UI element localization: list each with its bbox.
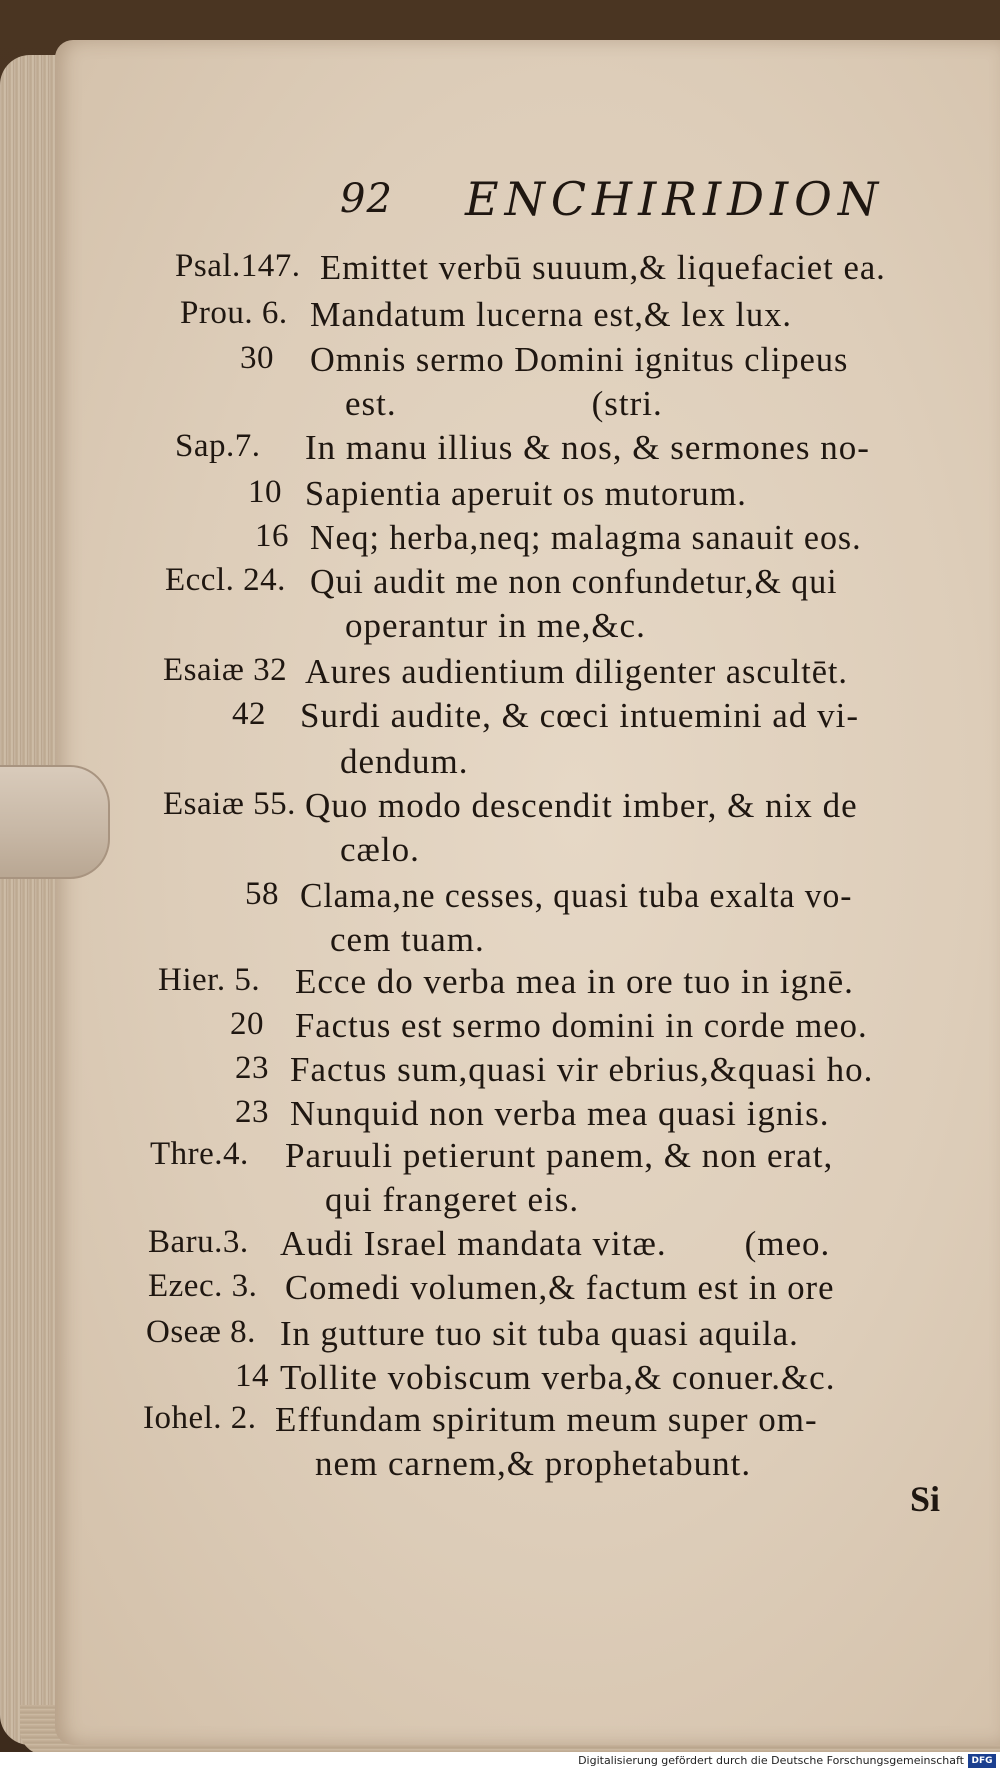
scripture-reference: 10: [248, 474, 282, 510]
scripture-text: Effundam spiritum meum super om-: [275, 1400, 818, 1439]
footer-credit: Digitalisierung gefördert durch die Deutsche Forschungsgemeinschaft: [578, 1754, 964, 1767]
scripture-reference: 20: [230, 1006, 264, 1042]
scripture-entry: [0, 1136, 1000, 1180]
scripture-entry: [0, 876, 1000, 920]
scripture-entry: [0, 1268, 1000, 1312]
scripture-text: qui frangeret eis.: [325, 1180, 580, 1219]
scripture-reference: Thre.4.: [150, 1136, 249, 1172]
scripture-reference: Psal.147.: [175, 248, 301, 284]
scripture-reference: 14: [235, 1358, 269, 1394]
scripture-reference: Hier. 5.: [158, 962, 261, 998]
scripture-entry: [0, 1006, 1000, 1050]
scripture-text: Qui audit me non confundetur,& qui: [310, 562, 838, 601]
scripture-entry: [0, 1444, 1000, 1488]
scripture-entry: [0, 606, 1000, 650]
scripture-text: cælo.: [340, 830, 420, 869]
scripture-entry: [0, 474, 1000, 518]
scripture-entry: [0, 830, 1000, 874]
scripture-text: Sapientia aperuit os mutorum.: [305, 474, 747, 513]
scripture-reference: Esaiæ 32: [163, 652, 288, 688]
scripture-text: dendum.: [340, 742, 469, 781]
scripture-entry: [0, 1400, 1000, 1444]
scripture-text: Ecce do verba mea in ore tuo in ignē.: [295, 962, 854, 1001]
scripture-entry: [0, 962, 1000, 1006]
scripture-entry: [0, 518, 1000, 562]
scripture-text: Quo modo descendit imber, & nix de: [305, 786, 858, 825]
scripture-text: nem carnem,& prophetabunt.: [315, 1444, 752, 1483]
page-title: ENCHIRIDION: [465, 172, 885, 226]
scripture-text: In gutture tuo sit tuba quasi aquila.: [280, 1314, 799, 1353]
scripture-entry: [0, 696, 1000, 740]
scripture-entry: [0, 1180, 1000, 1224]
scripture-reference: Sap.7.: [175, 428, 261, 464]
scripture-text: Clama,ne cesses, quasi tuba exalta vo-: [300, 876, 853, 915]
scripture-entry: [0, 428, 1000, 472]
scripture-entry: [0, 248, 1000, 292]
scripture-entry: [0, 1224, 1000, 1268]
scripture-reference: 42: [232, 696, 266, 732]
scripture-entry: [0, 562, 1000, 606]
scripture-text: Tollite vobiscum verba,& conuer.&c.: [280, 1358, 836, 1397]
scripture-reference: 23: [235, 1094, 269, 1130]
scripture-reference: Baru.3.: [148, 1224, 249, 1260]
scripture-text: Omnis sermo Domini ignitus clipeus: [310, 340, 849, 379]
scripture-entry: [0, 786, 1000, 830]
scripture-entry: [0, 1358, 1000, 1402]
scripture-text: Comedi volumen,& factum est in ore: [285, 1268, 835, 1307]
scripture-text: operantur in me,&c.: [345, 606, 646, 645]
scripture-entry: [0, 384, 1000, 428]
scripture-text: Paruuli petierunt panem, & non erat,: [285, 1136, 834, 1175]
scripture-entry: [0, 742, 1000, 786]
scripture-text: In manu illius & nos, & sermones no-: [305, 428, 870, 467]
scripture-reference: Oseæ 8.: [146, 1314, 256, 1350]
dfg-logo: DFG: [968, 1754, 996, 1768]
scripture-entry: [0, 1314, 1000, 1358]
scripture-text: Factus sum,quasi vir ebrius,&quasi ho.: [290, 1050, 874, 1089]
scripture-text: Emittet verbū suuum,& liquefaciet ea.: [320, 248, 886, 287]
scripture-text: Mandatum lucerna est,& lex lux.: [310, 295, 792, 334]
scripture-entry: [0, 920, 1000, 964]
scripture-text: cem tuam.: [330, 920, 485, 959]
footer-bar: [0, 1752, 1000, 1772]
scripture-text: Neq; herba,neq; malagma sanauit eos.: [310, 518, 862, 557]
scripture-text: Aures audientium diligenter ascultēt.: [305, 652, 848, 691]
scripture-entry: [0, 1094, 1000, 1138]
scripture-text: est. (stri.: [345, 384, 663, 423]
scripture-text: Factus est sermo domini in corde meo.: [295, 1006, 868, 1045]
scripture-reference: 58: [245, 876, 279, 912]
scripture-entry: [0, 340, 1000, 384]
scripture-reference: Esaiæ 55.: [163, 786, 296, 822]
page-number: 92: [340, 176, 393, 222]
scripture-text: Nunquid non verba mea quasi ignis.: [290, 1094, 830, 1133]
scripture-entry: [0, 295, 1000, 339]
scripture-entry: [0, 1050, 1000, 1094]
scripture-reference: 30: [240, 340, 274, 376]
scripture-reference: 16: [255, 518, 289, 554]
scripture-reference: Iohel. 2.: [143, 1400, 257, 1436]
scripture-reference: 23: [235, 1050, 269, 1086]
scripture-reference: Ezec. 3.: [148, 1268, 258, 1304]
catchword: Si: [910, 1479, 941, 1519]
scripture-reference: Prou. 6.: [180, 295, 288, 331]
running-head: [340, 172, 900, 232]
scripture-text: Audi Israel mandata vitæ. (meo.: [280, 1224, 831, 1263]
scripture-text: Surdi audite, & cœci intuemini ad vi-: [300, 696, 859, 735]
scripture-reference: Eccl. 24.: [165, 562, 286, 598]
scripture-entry: [0, 652, 1000, 696]
